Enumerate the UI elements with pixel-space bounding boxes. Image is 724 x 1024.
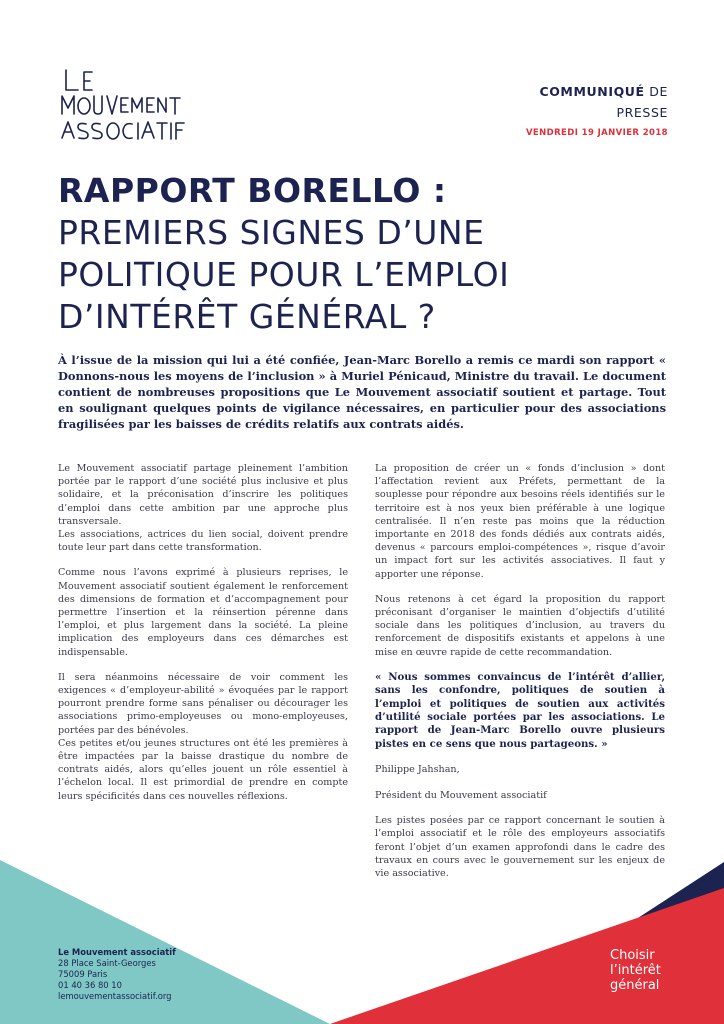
press-label-rest: DE [644,84,668,99]
slogan-line3: général [610,978,660,993]
left-column [58,462,348,815]
body-paragraph: Les pistes posées par ce rapport concernant le soutien à l’emploi associatif et le rôle des employeurs associatifs feront l’objet d’un examen approfondi dans le cadre des travaux en cours avec le gouvernement sur les enjeux de vie associative. [375,815,665,879]
body-paragraph: Les associations, actrices du lien social, doivent prendre toute leur part dans cette transformation. [58,529,348,554]
footer-city: 75009 Paris [58,969,108,979]
footer-phone: 01 40 36 80 10 [58,980,122,990]
body-paragraph: La proposition de créer un « fonds d’inclusion » dont l’affectation revient aux Préfets, permettant de la souplesse pour répondre aux besoins réels identifiés sur le territoire est à nos yeux bien préférable à une logique centralisée. Il n’en reste pas moins que la réduction importante en 2018 des fonds dédiés aux contrats aidés, devenus « parcours emploi-compétences », risque d’avoir un impact fort sur les activités associatives. Il faut y apporter une réponse. [375,463,665,580]
body-paragraph: Comme nous l’avons exprimé à plusieurs reprises, le Mouvement associatif soutient également le renforcement des dimensions de formation et d’accompagnement pour permettre l’insertion et la réinsertion pérenne dans l’emploi, et plus largement dans la société. La pleine implication des employeurs dans ces démarches est indispensable. [58,567,348,658]
pull-quote: « Nous sommes convaincus de l’intérêt d’allier, sans les confondre, politiques de soutien à l’emploi et politiques de soutien aux activités d’utilité sociale portées par les associations. Le rapport de Jean-Marc Borello ouvre plusieurs pistes en ce sens que nous partageons. » [375,670,665,750]
footer-org: Le Mouvement associatif [58,947,176,957]
body-paragraph: Ces petites et/ou jeunes structures ont été les premières à être impactées par la baisse drastique du nombre de contrats aidés, alors qu’elles jouent un rôle essentiel à l’échelon local. Il est primordial de prendre en compte leurs spécificités dans ces nouvelles réflexions. [58,737,348,802]
slogan-line2: l’intérêt [610,963,661,978]
press-label-bold: COMMUNIQUÉ [539,84,645,99]
logo-wordmark [58,66,208,146]
footer-address [58,947,176,1002]
press-label-line2: PRESSE [616,105,668,120]
slogan [610,948,661,993]
headline-line1: RAPPORT BORELLO : [58,171,447,210]
press-label-line1 [526,84,668,99]
body-paragraph: Le Mouvement associatif partage pleinement l’ambition portée par le rapport d’une société plus inclusive et plus solidaire, et la préconisation d’inscrire les politiques d’emploi dans cette ambition par une approche plus transversale. [58,463,348,527]
body-paragraph: Il sera néanmoins nécessaire de voir comment les exigences « d’employeur-abilité » évoquées par le rapport pourront prendre forme sans pénaliser ou décourager les associations primo-employeuses ou mono-employeuses, portées par des bénévoles. [58,671,348,736]
body-paragraph: Nous retenons à cet égard la proposition du rapport préconisant d’organiser le maintien d’objectifs d’utilité sociale dans les politiques d’inclusion, au travers du renforcement de dispositifs existants et appelons à une mise en œuvre rapide de cette recommandation. [375,593,665,658]
press-release-label [526,84,668,138]
logo [58,66,208,146]
headline [58,170,678,338]
press-date: VENDREDI 19 JANVIER 2018 [525,128,668,138]
lead-paragraph: À l’issue de la mission qui lui a été confiée, Jean-Marc Borello a remis ce mardi son rapport « Donnons-nous les moyens de l’inclusion » à Muriel Pénicaud, Ministre du travail. Le document contient de nombreuses propositions que Le Mouvement associatif soutient et partage. Tout en soulignant quelques points de vigilance nécessaires, en particulier pour des associations fragilisées par les baisses de crédits relatifs aux contrats aidés. [58,353,666,431]
headline-line3: POLITIQUE POUR L’EMPLOI [58,255,510,294]
red-triangle [330,888,724,1024]
headline-line2: PREMIERS SIGNES D’UNE [58,213,485,252]
quote-author: Philippe Jahshan, [375,764,460,776]
slogan-line1: Choisir [610,948,655,963]
footer-website[interactable]: lemouvementassociatif.org [58,991,172,1001]
footer-street: 28 Place Saint-Georges [58,958,156,968]
headline-line4: D’INTÉRÊT GÉNÉRAL ? [58,297,436,336]
quote-author-role: Président du Mouvement associatif [375,789,547,801]
